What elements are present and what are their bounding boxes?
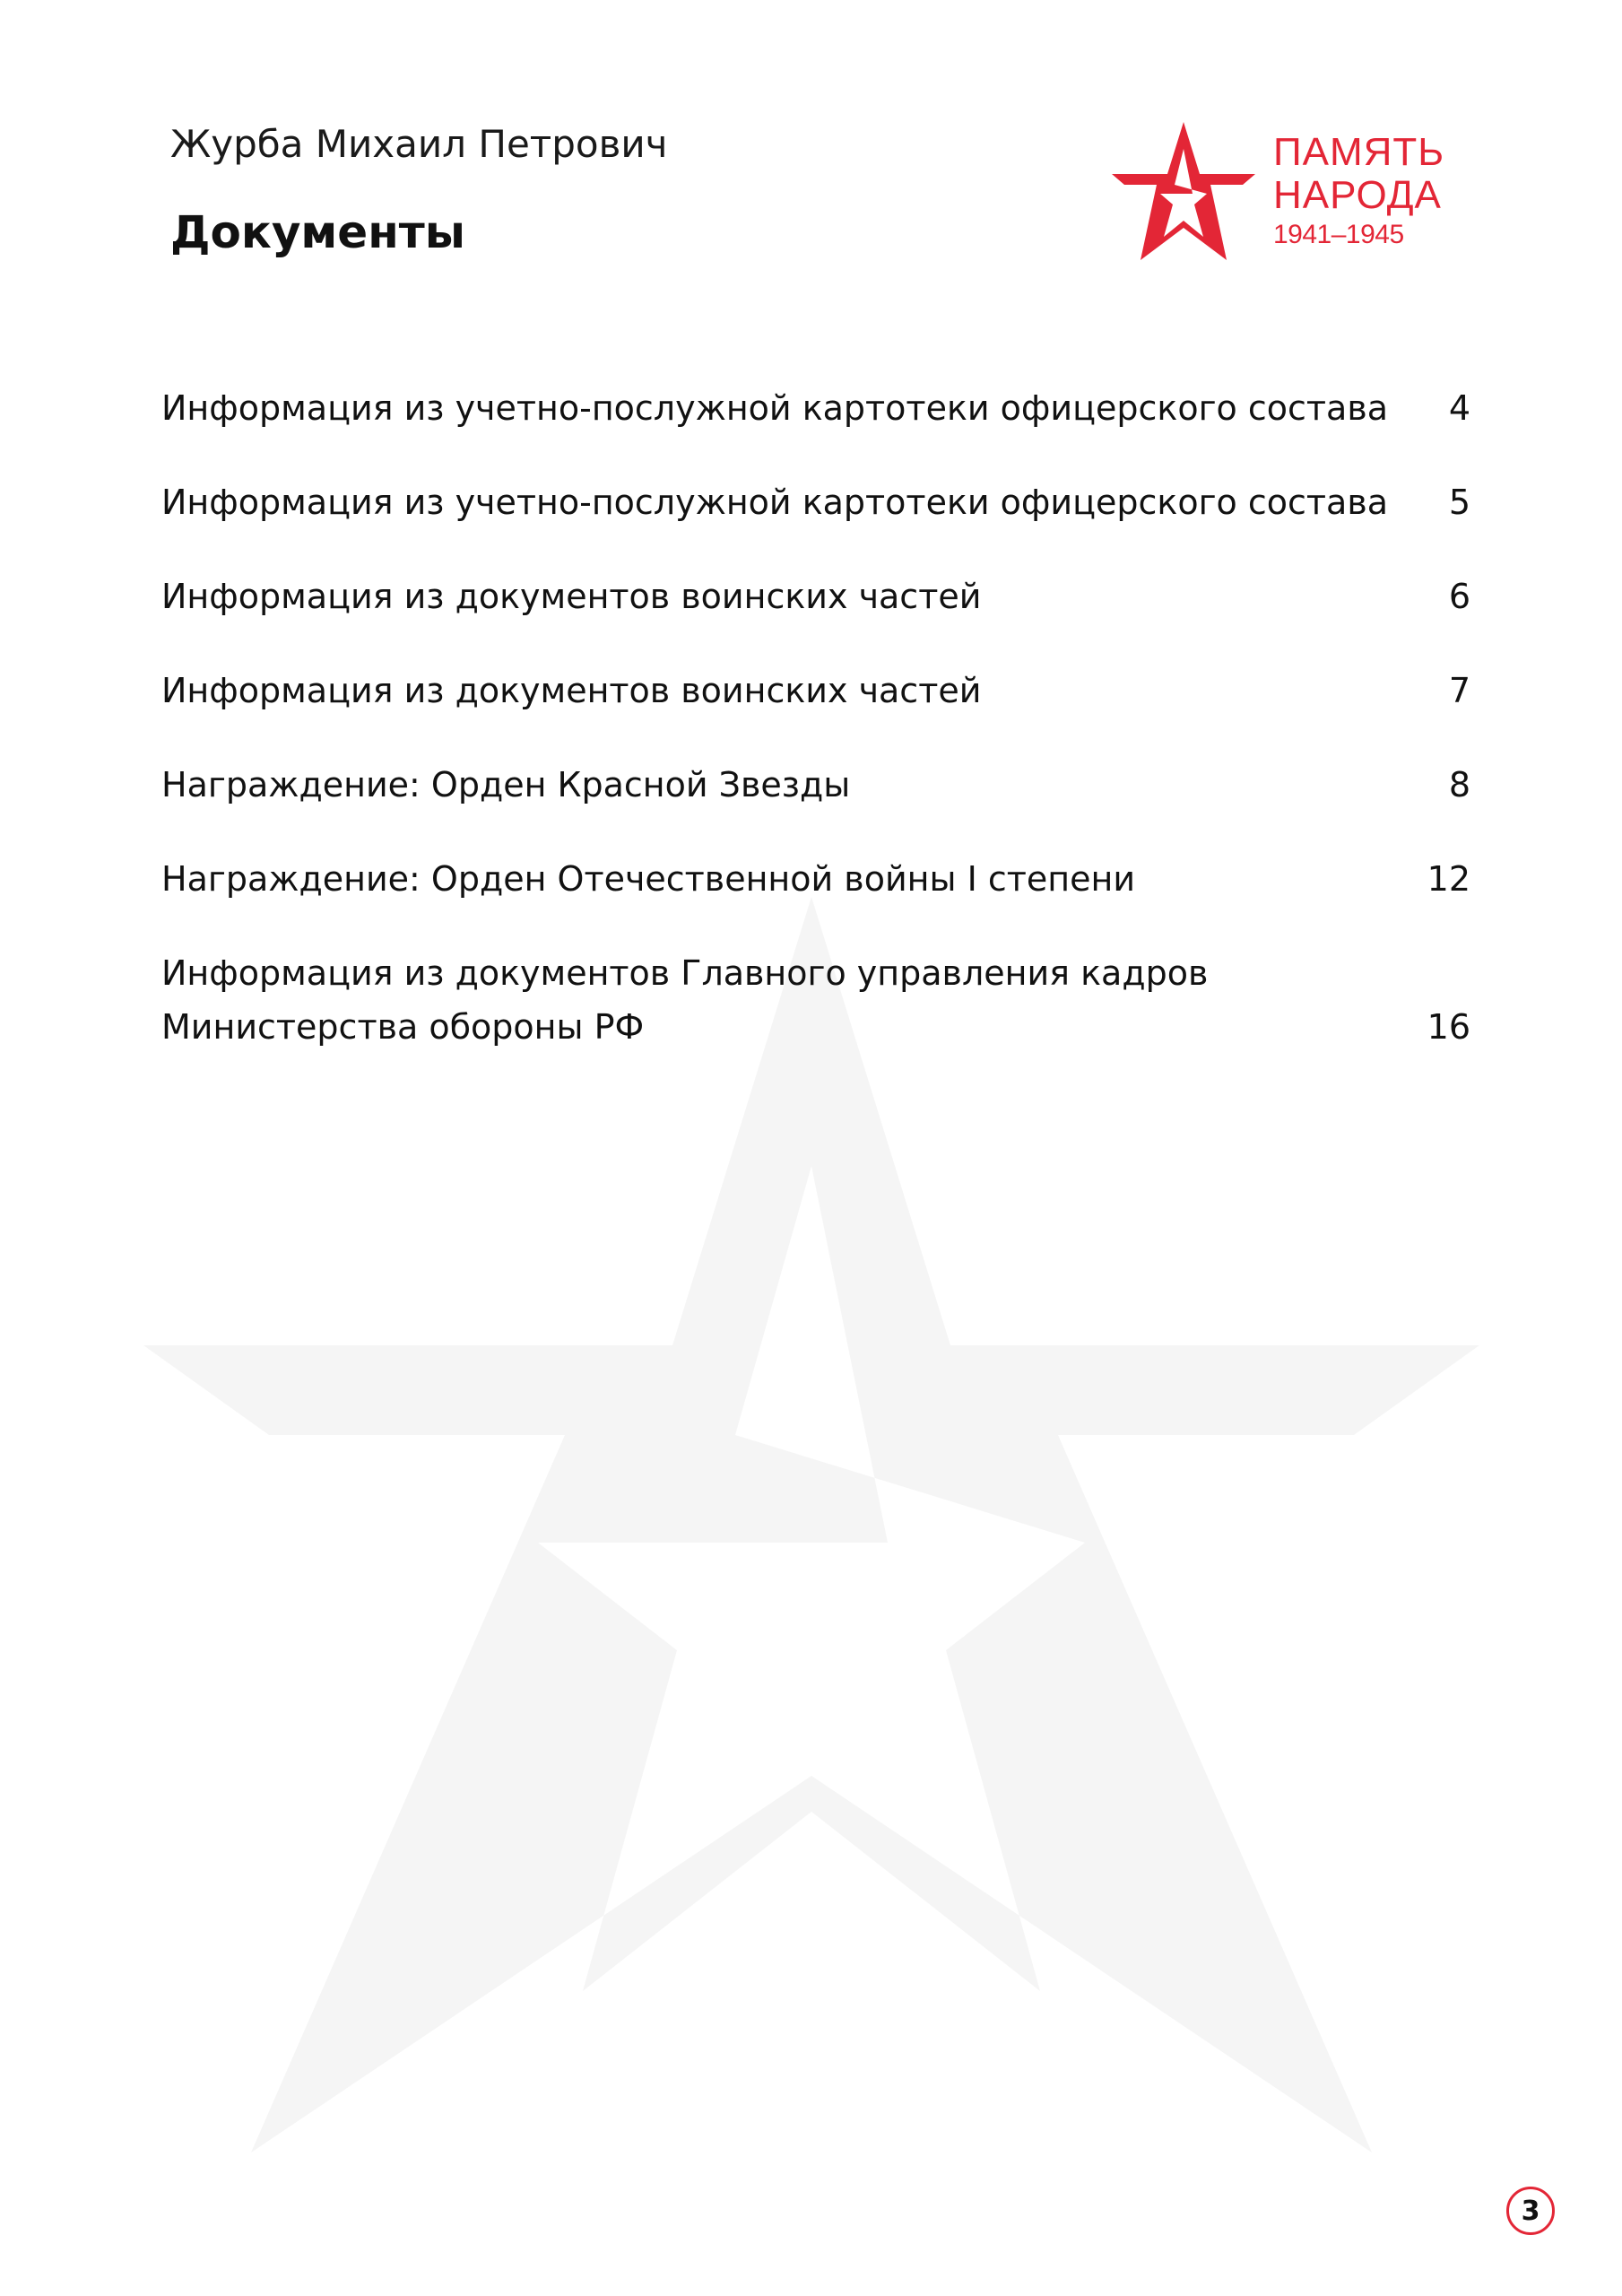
logo-years: 1941–1945 [1273, 220, 1404, 249]
toc-item[interactable] [161, 475, 1470, 529]
toc-item[interactable] [161, 946, 1470, 1054]
toc-item-label: Информация из документов воинских частей [161, 671, 982, 710]
toc-item[interactable] [161, 570, 1470, 623]
toc-item-page: 8 [1448, 765, 1470, 804]
toc-item-page: 16 [1427, 1007, 1470, 1047]
person-name: Журба Михаил Петрович [170, 122, 668, 166]
pamyat-naroda-logo [1112, 122, 1488, 265]
toc-item[interactable] [161, 758, 1470, 812]
toc-item-label: Информация из учетно-послужной картотеки офицерского состава [161, 388, 1388, 428]
toc-item-label: Награждение: Орден Красной Звезды [161, 765, 851, 804]
toc-item-label: Информация из учетно-послужной картотеки офицерского состава [161, 483, 1388, 522]
toc-item[interactable] [161, 852, 1470, 906]
logo-line-1: ПАМЯТЬ [1273, 130, 1445, 174]
page-number-badge: 3 [1506, 2187, 1555, 2235]
toc-item-page: 6 [1448, 577, 1470, 616]
toc-item[interactable] [161, 664, 1470, 718]
toc-item[interactable] [161, 381, 1470, 435]
section-title: Документы [170, 206, 465, 258]
toc-item-page: 4 [1448, 388, 1470, 428]
logo-line-2: НАРОДА [1273, 173, 1442, 217]
table-of-contents [161, 381, 1470, 1094]
toc-item-label: Информация из документов воинских частей [161, 577, 982, 616]
logo-text [1273, 131, 1444, 253]
toc-item-page: 5 [1448, 483, 1470, 522]
toc-item-page: 12 [1427, 859, 1470, 899]
toc-item-page: 7 [1448, 671, 1470, 710]
red-star-icon [1112, 122, 1255, 260]
toc-item-label: Награждение: Орден Отечественной войны I степени [161, 859, 1136, 899]
toc-item-label: Информация из документов Главного управления кадров Министерства обороны РФ [161, 953, 1209, 1047]
